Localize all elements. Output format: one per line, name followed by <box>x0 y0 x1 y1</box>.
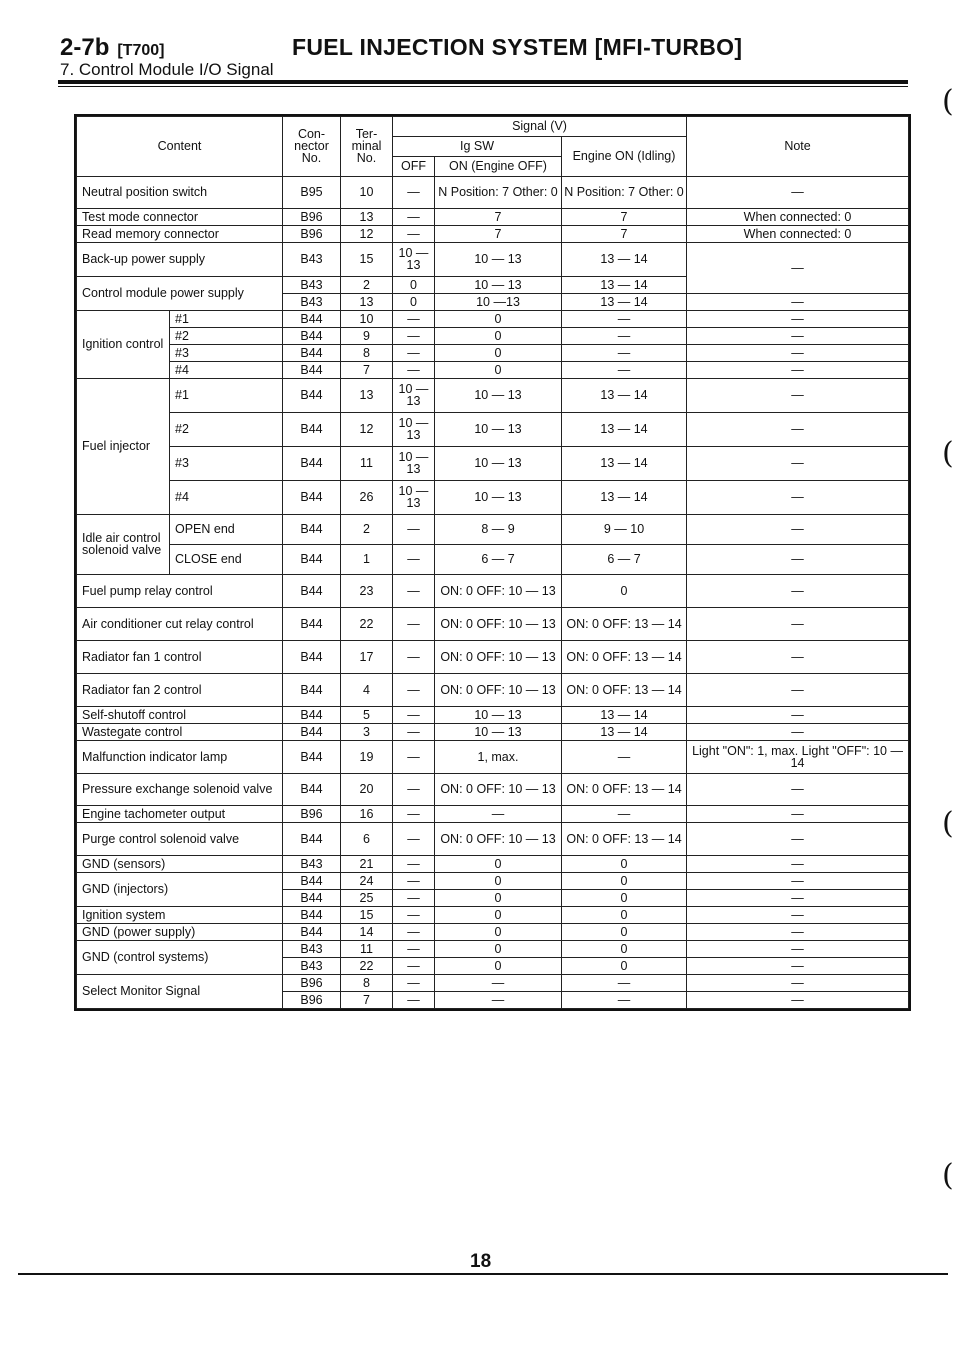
row-terminal: 14 <box>341 924 393 941</box>
row-note: — <box>687 328 909 345</box>
row-sub-label: #3 <box>170 345 283 362</box>
row-group-label: Ignition control <box>77 311 170 379</box>
row-terminal: 2 <box>341 277 393 294</box>
row-connector: B44 <box>283 311 341 328</box>
row-content: Test mode connector <box>77 209 283 226</box>
row-note: — <box>687 294 909 311</box>
row-connector: B44 <box>283 724 341 741</box>
row-ig-on: 10 — 13 <box>435 379 562 413</box>
table-row <box>77 328 909 345</box>
row-note: — <box>687 958 909 975</box>
row-note: — <box>687 447 909 481</box>
row-sub-label: CLOSE end <box>170 545 283 575</box>
row-ig-off: — <box>393 741 435 774</box>
table-row <box>77 806 909 823</box>
header-on-engine-off: ON (Engine OFF) <box>435 157 562 177</box>
table-row <box>77 741 909 774</box>
margin-paren-4: ( <box>942 1158 954 1193</box>
row-terminal: 8 <box>341 975 393 992</box>
row-engine-on: 13 — 14 <box>562 724 687 741</box>
row-ig-off: — <box>393 515 435 545</box>
row-connector: B44 <box>283 741 341 774</box>
row-terminal: 7 <box>341 992 393 1009</box>
row-connector: B44 <box>283 379 341 413</box>
table-row <box>77 311 909 328</box>
header-engine-on: Engine ON (Idling) <box>562 137 687 177</box>
row-note: Light "ON": 1, max. Light "OFF": 10 — 14 <box>687 741 909 774</box>
header-note: Note <box>687 117 909 177</box>
row-ig-on: 0 <box>435 362 562 379</box>
row-engine-on: — <box>562 806 687 823</box>
row-ig-off: — <box>393 890 435 907</box>
row-terminal: 26 <box>341 481 393 515</box>
row-terminal: 2 <box>341 515 393 545</box>
row-engine-on: 13 — 14 <box>562 379 687 413</box>
row-sub-label: OPEN end <box>170 515 283 545</box>
row-terminal: 25 <box>341 890 393 907</box>
row-ig-on: 10 — 13 <box>435 447 562 481</box>
row-terminal: 10 <box>341 177 393 209</box>
row-terminal: 10 <box>341 311 393 328</box>
table-row <box>77 177 909 209</box>
row-ig-on: — <box>435 975 562 992</box>
row-note: — <box>687 707 909 724</box>
row-note: — <box>687 515 909 545</box>
row-note: — <box>687 177 909 209</box>
row-connector: B44 <box>283 707 341 724</box>
row-ig-off: — <box>393 774 435 806</box>
row-terminal: 20 <box>341 774 393 806</box>
row-engine-on: — <box>562 362 687 379</box>
row-ig-on: ON: 0 OFF: 10 — 13 <box>435 674 562 707</box>
row-note: — <box>687 823 909 856</box>
footer-rule <box>18 1273 948 1275</box>
row-ig-off: — <box>393 856 435 873</box>
table-row <box>77 924 909 941</box>
row-group-label: Fuel injector <box>77 379 170 515</box>
row-note: — <box>687 924 909 941</box>
row-connector: B44 <box>283 345 341 362</box>
row-ig-on: — <box>435 992 562 1009</box>
row-connector: B95 <box>283 177 341 209</box>
row-ig-on: 10 — 13 <box>435 481 562 515</box>
table-row <box>77 975 909 992</box>
row-terminal: 12 <box>341 226 393 243</box>
row-content: Neutral position switch <box>77 177 283 209</box>
row-ig-off: — <box>393 806 435 823</box>
row-note: — <box>687 674 909 707</box>
row-ig-off: 10 — 13 <box>393 243 435 277</box>
table-row <box>77 413 909 447</box>
row-ig-on: N Position: 7 Other: 0 <box>435 177 562 209</box>
row-engine-on: — <box>562 311 687 328</box>
row-ig-on: ON: 0 OFF: 10 — 13 <box>435 774 562 806</box>
row-connector: B44 <box>283 774 341 806</box>
row-ig-off: — <box>393 873 435 890</box>
io-signal-table <box>76 116 909 1009</box>
row-engine-on: N Position: 7 Other: 0 <box>562 177 687 209</box>
row-ig-off: 10 — 13 <box>393 481 435 515</box>
row-sub-label: #2 <box>170 328 283 345</box>
row-connector: B44 <box>283 328 341 345</box>
table-row <box>77 724 909 741</box>
section-number: 2-7b [T700] <box>60 34 165 61</box>
row-connector: B96 <box>283 806 341 823</box>
row-content: Select Monitor Signal <box>77 975 283 1009</box>
row-note: — <box>687 724 909 741</box>
row-terminal: 6 <box>341 823 393 856</box>
row-content: Wastegate control <box>77 724 283 741</box>
row-note: — <box>687 575 909 608</box>
row-ig-off: — <box>393 674 435 707</box>
row-note: — <box>687 992 909 1009</box>
row-connector: B44 <box>283 674 341 707</box>
row-ig-off: — <box>393 975 435 992</box>
row-engine-on: 13 — 14 <box>562 707 687 724</box>
row-ig-off: — <box>393 328 435 345</box>
row-ig-on: ON: 0 OFF: 10 — 13 <box>435 823 562 856</box>
row-engine-on: 0 <box>562 856 687 873</box>
row-engine-on: 0 <box>562 907 687 924</box>
row-ig-off: 10 — 13 <box>393 379 435 413</box>
row-connector: B44 <box>283 924 341 941</box>
table-row <box>77 379 909 413</box>
row-sub-label: #3 <box>170 447 283 481</box>
row-ig-on: 7 <box>435 226 562 243</box>
row-note: — <box>687 545 909 575</box>
table-row <box>77 209 909 226</box>
row-note: — <box>687 806 909 823</box>
row-ig-on: 0 <box>435 856 562 873</box>
row-ig-on: 0 <box>435 890 562 907</box>
row-engine-on: 0 <box>562 941 687 958</box>
row-content: GND (sensors) <box>77 856 283 873</box>
row-connector: B43 <box>283 294 341 311</box>
table-row <box>77 674 909 707</box>
row-note: — <box>687 311 909 328</box>
row-sub-label: #1 <box>170 311 283 328</box>
header-off: OFF <box>393 157 435 177</box>
row-terminal: 5 <box>341 707 393 724</box>
row-content: Engine tachometer output <box>77 806 283 823</box>
header-content: Content <box>77 117 283 177</box>
row-ig-on: ON: 0 OFF: 10 — 13 <box>435 608 562 641</box>
row-terminal: 11 <box>341 447 393 481</box>
table-row <box>77 641 909 674</box>
row-ig-on: 10 — 13 <box>435 413 562 447</box>
row-ig-off: — <box>393 226 435 243</box>
row-ig-on: 10 — 13 <box>435 243 562 277</box>
row-engine-on: 0 <box>562 958 687 975</box>
row-ig-off: — <box>393 907 435 924</box>
table-row <box>77 707 909 724</box>
row-engine-on: 13 — 14 <box>562 413 687 447</box>
row-content: Purge control solenoid valve <box>77 823 283 856</box>
row-connector: B44 <box>283 823 341 856</box>
row-engine-on: 6 — 7 <box>562 545 687 575</box>
row-terminal: 3 <box>341 724 393 741</box>
table-row <box>77 447 909 481</box>
row-engine-on: — <box>562 328 687 345</box>
row-group-label: Idle air control solenoid valve <box>77 515 170 575</box>
row-content: Air conditioner cut relay control <box>77 608 283 641</box>
row-terminal: 13 <box>341 209 393 226</box>
row-terminal: 21 <box>341 856 393 873</box>
row-ig-on: ON: 0 OFF: 10 — 13 <box>435 575 562 608</box>
row-ig-on: 0 <box>435 345 562 362</box>
row-terminal: 13 <box>341 294 393 311</box>
row-ig-off: — <box>393 707 435 724</box>
page-number: 18 <box>470 1251 492 1272</box>
row-ig-on: 8 — 9 <box>435 515 562 545</box>
table-row <box>77 608 909 641</box>
header-signal: Signal (V) <box>393 117 687 137</box>
row-connector: B44 <box>283 575 341 608</box>
row-engine-on: 13 — 14 <box>562 481 687 515</box>
row-terminal: 24 <box>341 873 393 890</box>
row-note: — <box>687 362 909 379</box>
row-connector: B43 <box>283 856 341 873</box>
row-engine-on: — <box>562 975 687 992</box>
row-connector: B44 <box>283 447 341 481</box>
row-note: — <box>687 413 909 447</box>
row-content: Ignition system <box>77 907 283 924</box>
row-engine-on: 7 <box>562 226 687 243</box>
row-ig-on: 10 — 13 <box>435 724 562 741</box>
row-ig-on: 10 —13 <box>435 294 562 311</box>
row-connector: B96 <box>283 992 341 1009</box>
row-ig-off: — <box>393 941 435 958</box>
row-content: Back-up power supply <box>77 243 283 277</box>
row-content: GND (injectors) <box>77 873 283 907</box>
row-note: — <box>687 975 909 992</box>
row-sub-label: #4 <box>170 362 283 379</box>
margin-paren-2: ( <box>942 436 954 471</box>
row-note: — <box>687 890 909 907</box>
row-ig-off: 0 <box>393 294 435 311</box>
row-engine-on: 13 — 14 <box>562 277 687 294</box>
row-ig-off: — <box>393 608 435 641</box>
table-row <box>77 575 909 608</box>
table-row <box>77 515 909 545</box>
table-row <box>77 226 909 243</box>
row-note: — <box>687 481 909 515</box>
row-engine-on: ON: 0 OFF: 13 — 14 <box>562 641 687 674</box>
table-row <box>77 774 909 806</box>
row-ig-off: — <box>393 958 435 975</box>
row-ig-on: ON: 0 OFF: 10 — 13 <box>435 641 562 674</box>
row-terminal: 23 <box>341 575 393 608</box>
row-terminal: 9 <box>341 328 393 345</box>
row-ig-on: — <box>435 806 562 823</box>
margin-paren-1: ( <box>942 84 954 119</box>
row-ig-on: 0 <box>435 311 562 328</box>
header-ig-sw: Ig SW <box>393 137 562 157</box>
table-row <box>77 243 909 277</box>
table-row <box>77 856 909 873</box>
row-engine-on: 0 <box>562 890 687 907</box>
row-note: — <box>687 641 909 674</box>
row-ig-off: — <box>393 823 435 856</box>
row-ig-on: 0 <box>435 958 562 975</box>
row-connector: B43 <box>283 277 341 294</box>
row-note: When connected: 0 <box>687 209 909 226</box>
row-note: When connected: 0 <box>687 226 909 243</box>
row-connector: B44 <box>283 873 341 890</box>
row-connector: B44 <box>283 641 341 674</box>
row-ig-off: — <box>393 545 435 575</box>
row-note: — <box>687 941 909 958</box>
header-connector: Con- nector No. <box>283 117 341 177</box>
row-note: — <box>687 345 909 362</box>
page-subtitle: 7. Control Module I/O Signal <box>60 60 274 79</box>
row-connector: B44 <box>283 481 341 515</box>
row-connector: B43 <box>283 243 341 277</box>
row-content: Self-shutoff control <box>77 707 283 724</box>
row-engine-on: 9 — 10 <box>562 515 687 545</box>
row-engine-on: 13 — 14 <box>562 447 687 481</box>
row-content: Fuel pump relay control <box>77 575 283 608</box>
row-content: Radiator fan 2 control <box>77 674 283 707</box>
row-ig-off: 10 — 13 <box>393 447 435 481</box>
row-connector: B44 <box>283 545 341 575</box>
row-terminal: 12 <box>341 413 393 447</box>
row-ig-on: 1, max. <box>435 741 562 774</box>
row-note: — <box>687 379 909 413</box>
row-terminal: 16 <box>341 806 393 823</box>
row-terminal: 19 <box>341 741 393 774</box>
row-content: Read memory connector <box>77 226 283 243</box>
header-rule <box>58 80 908 84</box>
row-ig-off: — <box>393 641 435 674</box>
row-ig-off: 10 — 13 <box>393 413 435 447</box>
row-ig-off: — <box>393 209 435 226</box>
row-sub-label: #4 <box>170 481 283 515</box>
row-connector: B44 <box>283 890 341 907</box>
row-ig-on: 0 <box>435 907 562 924</box>
table-row <box>77 873 909 890</box>
row-connector: B96 <box>283 226 341 243</box>
row-ig-off: — <box>393 311 435 328</box>
row-connector: B43 <box>283 941 341 958</box>
row-engine-on: ON: 0 OFF: 13 — 14 <box>562 823 687 856</box>
row-ig-off: — <box>393 177 435 209</box>
row-ig-off: — <box>393 724 435 741</box>
page-title: FUEL INJECTION SYSTEM [MFI-TURBO] <box>292 34 743 60</box>
row-engine-on: — <box>562 992 687 1009</box>
row-terminal: 13 <box>341 379 393 413</box>
row-content: GND (power supply) <box>77 924 283 941</box>
row-content: Malfunction indicator lamp <box>77 741 283 774</box>
row-connector: B44 <box>283 362 341 379</box>
row-engine-on: 7 <box>562 209 687 226</box>
row-terminal: 15 <box>341 907 393 924</box>
row-content: Control module power supply <box>77 277 283 311</box>
row-note: — <box>687 774 909 806</box>
row-engine-on: — <box>562 345 687 362</box>
table-row <box>77 907 909 924</box>
row-terminal: 22 <box>341 608 393 641</box>
row-terminal: 8 <box>341 345 393 362</box>
margin-paren-3: ( <box>942 806 954 841</box>
row-ig-on: 0 <box>435 328 562 345</box>
row-note: — <box>687 873 909 890</box>
table-row <box>77 823 909 856</box>
row-connector: B44 <box>283 907 341 924</box>
row-ig-off: 0 <box>393 277 435 294</box>
row-engine-on: ON: 0 OFF: 13 — 14 <box>562 674 687 707</box>
row-connector: B96 <box>283 975 341 992</box>
row-ig-off: — <box>393 345 435 362</box>
row-sub-label: #2 <box>170 413 283 447</box>
header-terminal: Ter- minal No. <box>341 117 393 177</box>
row-ig-on: 10 — 13 <box>435 277 562 294</box>
row-connector: B44 <box>283 515 341 545</box>
table-row <box>77 345 909 362</box>
row-ig-on: 6 — 7 <box>435 545 562 575</box>
row-content: GND (control systems) <box>77 941 283 975</box>
header-rule-thin <box>58 86 908 87</box>
row-terminal: 7 <box>341 362 393 379</box>
table-row <box>77 545 909 575</box>
row-connector: B44 <box>283 608 341 641</box>
row-engine-on: ON: 0 OFF: 13 — 14 <box>562 608 687 641</box>
row-terminal: 15 <box>341 243 393 277</box>
row-connector: B96 <box>283 209 341 226</box>
row-ig-on: 10 — 13 <box>435 707 562 724</box>
row-engine-on: 0 <box>562 575 687 608</box>
row-ig-on: 7 <box>435 209 562 226</box>
row-engine-on: 13 — 14 <box>562 243 687 277</box>
row-engine-on: 13 — 14 <box>562 294 687 311</box>
row-engine-on: — <box>562 741 687 774</box>
row-ig-on: 0 <box>435 873 562 890</box>
row-connector: B43 <box>283 958 341 975</box>
row-note: — <box>687 608 909 641</box>
table-row <box>77 362 909 379</box>
row-ig-on: 0 <box>435 924 562 941</box>
table-row <box>77 481 909 515</box>
row-ig-on: 0 <box>435 941 562 958</box>
row-terminal: 17 <box>341 641 393 674</box>
row-terminal: 1 <box>341 545 393 575</box>
row-ig-off: — <box>393 924 435 941</box>
row-ig-off: — <box>393 992 435 1009</box>
row-engine-on: 0 <box>562 873 687 890</box>
row-engine-on: ON: 0 OFF: 13 — 14 <box>562 774 687 806</box>
row-content: Radiator fan 1 control <box>77 641 283 674</box>
row-terminal: 22 <box>341 958 393 975</box>
row-engine-on: 0 <box>562 924 687 941</box>
row-content: Pressure exchange solenoid valve <box>77 774 283 806</box>
row-sub-label: #1 <box>170 379 283 413</box>
row-ig-off: — <box>393 575 435 608</box>
row-note: — <box>687 907 909 924</box>
table-row <box>77 941 909 958</box>
row-ig-off: — <box>393 362 435 379</box>
row-connector: B44 <box>283 413 341 447</box>
row-note: — <box>687 243 909 294</box>
row-terminal: 11 <box>341 941 393 958</box>
row-note: — <box>687 856 909 873</box>
row-terminal: 4 <box>341 674 393 707</box>
